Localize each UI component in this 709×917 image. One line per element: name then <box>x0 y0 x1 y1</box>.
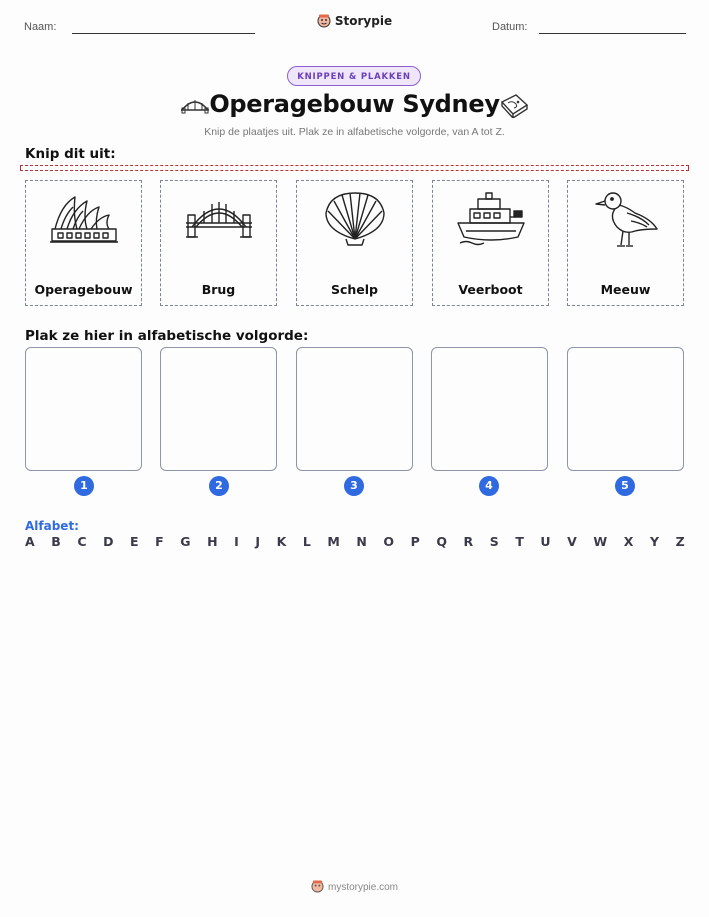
paste-slot-5[interactable] <box>567 347 684 471</box>
paste-slot-1[interactable] <box>25 347 142 471</box>
alphabet-letter: H <box>207 534 218 549</box>
alphabet-letter: F <box>155 534 164 549</box>
alphabet-letter: U <box>540 534 551 549</box>
alphabet-letter: D <box>103 534 114 549</box>
page-subtitle: Knip de plaatjes uit. Plak ze in alfabetische volgorde, van A tot Z. <box>204 126 505 138</box>
alphabet-letter: Y <box>649 534 659 549</box>
map-decoration-icon <box>498 92 530 122</box>
cut-line <box>20 165 689 171</box>
storypie-mascot-icon <box>311 880 324 896</box>
alphabet-letter: S <box>489 534 499 549</box>
cut-card-operagebouw[interactable] <box>25 180 142 306</box>
cut-section-heading: Knip dit uit: <box>25 146 116 162</box>
alphabet-letter: G <box>180 534 191 549</box>
slot-number-2: 2 <box>209 476 229 496</box>
activity-badge: KNIPPEN & PLAKKEN <box>287 66 421 86</box>
alphabet-letter: L <box>302 534 311 549</box>
footer <box>0 880 709 896</box>
card-label: Veerboot <box>458 282 523 297</box>
alphabet-letter: P <box>410 534 420 549</box>
cut-card-veerboot[interactable] <box>432 180 549 306</box>
alphabet-letter: A <box>25 534 35 549</box>
name-label: Naam: <box>24 21 57 33</box>
ferry-icon <box>456 187 526 247</box>
card-label: Schelp <box>330 282 379 297</box>
card-label: Operagebouw <box>34 282 133 297</box>
alphabet-heading: Alfabet: <box>25 519 79 533</box>
cut-card-schelp[interactable] <box>296 180 413 306</box>
alphabet-row <box>25 534 685 549</box>
alphabet-letter: Z <box>675 534 685 549</box>
cut-card-meeuw[interactable] <box>567 180 684 306</box>
slot-number-3: 3 <box>344 476 364 496</box>
alphabet-letter: K <box>276 534 287 549</box>
paste-slot-2[interactable] <box>160 347 277 471</box>
card-label: Meeuw <box>600 282 651 297</box>
footer-url: mystorypie.com <box>327 882 398 893</box>
alphabet-letter: V <box>567 534 577 549</box>
alphabet-letter: W <box>593 534 608 549</box>
alphabet-letter: I <box>234 534 239 549</box>
card-label: Brug <box>201 282 236 297</box>
alphabet-letter: M <box>327 534 340 549</box>
alphabet-letter: X <box>623 534 634 549</box>
alphabet-letter: Q <box>436 534 447 549</box>
alphabet-letter: O <box>383 534 395 549</box>
paste-slot-4[interactable] <box>431 347 548 471</box>
alphabet-letter: C <box>77 534 87 549</box>
cut-card-brug[interactable] <box>160 180 277 306</box>
seagull-icon <box>591 187 661 251</box>
slot-number-1: 1 <box>74 476 94 496</box>
opera-house-icon <box>49 187 119 247</box>
alphabet-letter: T <box>515 534 524 549</box>
storypie-mascot-icon <box>317 14 331 31</box>
alphabet-letter: R <box>463 534 474 549</box>
alphabet-letter: N <box>356 534 367 549</box>
shell-icon <box>320 187 390 249</box>
date-label: Datum: <box>492 21 528 33</box>
paste-section-heading: Plak ze hier in alfabetische volgorde: <box>25 328 309 344</box>
name-line <box>72 33 255 34</box>
alphabet-letter: E <box>130 534 139 549</box>
alphabet-letter: B <box>51 534 61 549</box>
slot-number-5: 5 <box>615 476 635 496</box>
paste-slot-3[interactable] <box>296 347 413 471</box>
brand-name: Storypie <box>334 14 393 28</box>
brand-logo <box>0 14 709 31</box>
page-title: Operagebouw Sydney <box>209 90 500 118</box>
slot-number-4: 4 <box>479 476 499 496</box>
alphabet-letter: J <box>255 534 260 549</box>
bridge-icon <box>184 187 254 247</box>
date-line <box>539 33 686 34</box>
